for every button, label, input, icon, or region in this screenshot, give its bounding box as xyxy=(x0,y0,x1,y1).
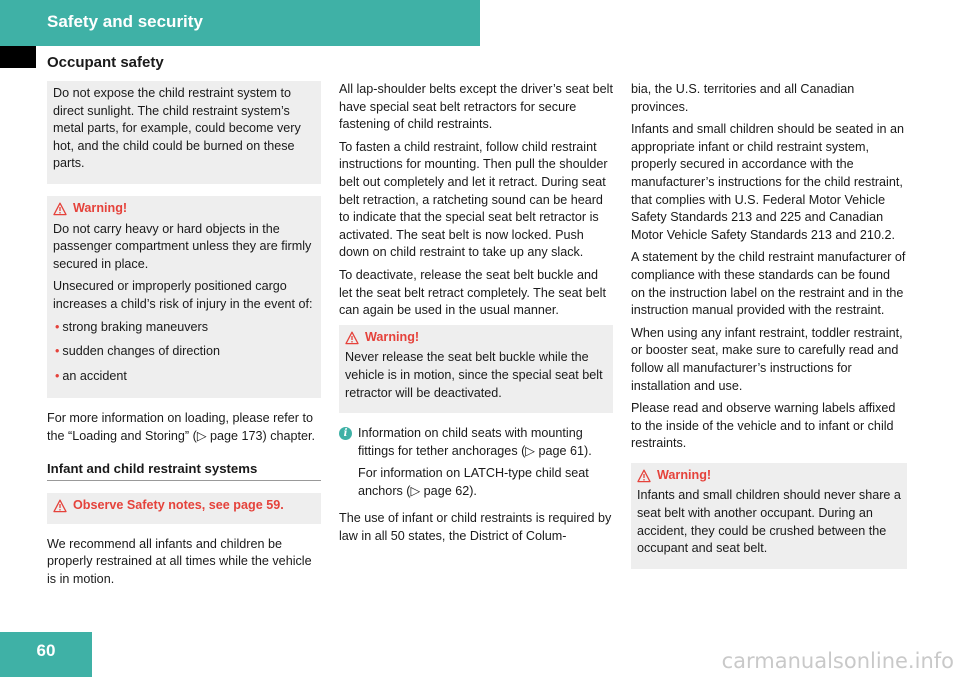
section-header xyxy=(0,0,480,46)
warning-title: Warning! xyxy=(365,329,420,344)
paragraph: To fasten a child restraint, follow child restraint instructions for mounting. Then pull the shoulder belt out completely and let it retract. During seat belt retraction, a ratcheting sound can be heard to indicate that the special seat belt retractor is activated. The seat belt is now locked. Push down on child restraint to take up any slack. xyxy=(339,139,608,260)
warning-bullet-list xyxy=(53,319,315,386)
warning-text: Infants and small children should never share a seat belt with another occupant. During an accident, they could be crushed between the occupant and seat belt. xyxy=(637,488,901,556)
paragraph: Please read and observe warning labels affixed to the inside of the vehicle and to infant or child restraints. xyxy=(631,401,896,451)
column-1 xyxy=(47,81,321,593)
note-box xyxy=(47,81,321,184)
warning-triangle-icon xyxy=(637,469,651,483)
paragraph: bia, the U.S. territories and all Canadian provinces. xyxy=(631,82,855,114)
paragraph: A statement by the child restraint manufacturer of compliance with these standards can be found on the instruction label on the restraint and in the instruction manual provided with the restraint. xyxy=(631,250,906,318)
section-title: Safety and security xyxy=(47,12,203,31)
recommend-paragraph: We recommend all infants and children be properly restrained at all times while the vehicle is in motion. xyxy=(47,536,312,586)
warning-title: Observe Safety notes, see page 59. xyxy=(73,498,284,513)
warning-text: Unsecured or improperly positioned cargo increases a child’s risk of injury in the event of: xyxy=(53,279,313,311)
list-item: • an accident xyxy=(55,368,127,383)
warning-box-cargo xyxy=(47,196,321,398)
warning-header xyxy=(345,329,607,347)
list-item: • strong braking maneuvers xyxy=(55,319,209,334)
bullet-icon: • xyxy=(55,319,60,334)
info-text: Information on child seats with mounting fittings for tether anchorages (▷ page 61). xyxy=(358,426,592,458)
bullet-icon: • xyxy=(55,368,60,383)
page-number-badge xyxy=(0,632,92,677)
warning-box-safety-notes xyxy=(47,493,321,524)
warning-text: Do not carry heavy or hard objects in the passenger compartment unless they are firmly secured in place. xyxy=(53,221,312,271)
paragraph: Infants and small children should be seated in an appropriate infant or child restraint system, properly secured in accordance with the manufacturer’s instructions for the child restraint, that complies with U.S. Federal Motor Vehicle Safety Standards 213 and 225 and Canadian Motor Vehicle Safety Standards 213 and 210.2. xyxy=(631,122,905,242)
warning-header xyxy=(53,200,315,218)
list-item: • sudden changes of direction xyxy=(55,344,220,359)
paragraph: The use of infant or child restraints is required by law in all 50 states, the District of Colum- xyxy=(339,511,612,544)
column-3 xyxy=(631,81,907,581)
warning-triangle-icon xyxy=(53,499,67,513)
warning-triangle-icon xyxy=(345,331,359,345)
paragraph: When using any infant restraint, toddler restraint, or booster seat, make sure to carefully read and follow all manufacturer’s instructions for installation and use. xyxy=(631,325,903,393)
info-body xyxy=(358,425,613,505)
warning-header xyxy=(53,497,315,515)
paragraph: All lap-shoulder belts except the driver’s seat belt have special seat belt retractors for secure fastening of child restraints. xyxy=(339,82,613,132)
paragraph: To deactivate, release the seat belt buckle and let the seat belt retract completely. The seat belt can again be used in the usual manner. xyxy=(339,267,606,318)
warning-triangle-icon xyxy=(53,202,67,216)
header-tab-marker xyxy=(0,46,36,68)
warning-title: Warning! xyxy=(657,467,712,482)
warning-box-buckle xyxy=(339,325,613,413)
warning-title: Warning! xyxy=(73,200,128,215)
watermark: carmanualsonline.info xyxy=(721,649,954,673)
warning-box-seat-sharing xyxy=(631,463,907,569)
warning-text: Never release the seat belt buckle while the vehicle is in motion, since the special seat belt retractor will be deactivated. xyxy=(345,350,603,400)
note-text: Do not expose the child restraint system to direct sunlight. The child restraint system’s metal parts, for example, could become very hot, and the child could be burned on these parts. xyxy=(53,86,301,171)
bullet-icon: • xyxy=(55,344,60,359)
page-subtitle: Occupant safety xyxy=(47,54,164,71)
info-note xyxy=(339,425,613,505)
info-icon: i xyxy=(339,427,352,440)
info-text: For information on LATCH-type child seat anchors (▷ page 62). xyxy=(358,466,589,498)
column-2 xyxy=(339,81,613,551)
section-heading: Infant and child restraint systems xyxy=(47,460,321,482)
warning-header xyxy=(637,467,901,485)
page-number: 60 xyxy=(36,641,56,660)
loading-reference-paragraph: For more information on loading, please refer to the “Loading and Storing” (▷ page 173) chapter. xyxy=(47,411,316,443)
